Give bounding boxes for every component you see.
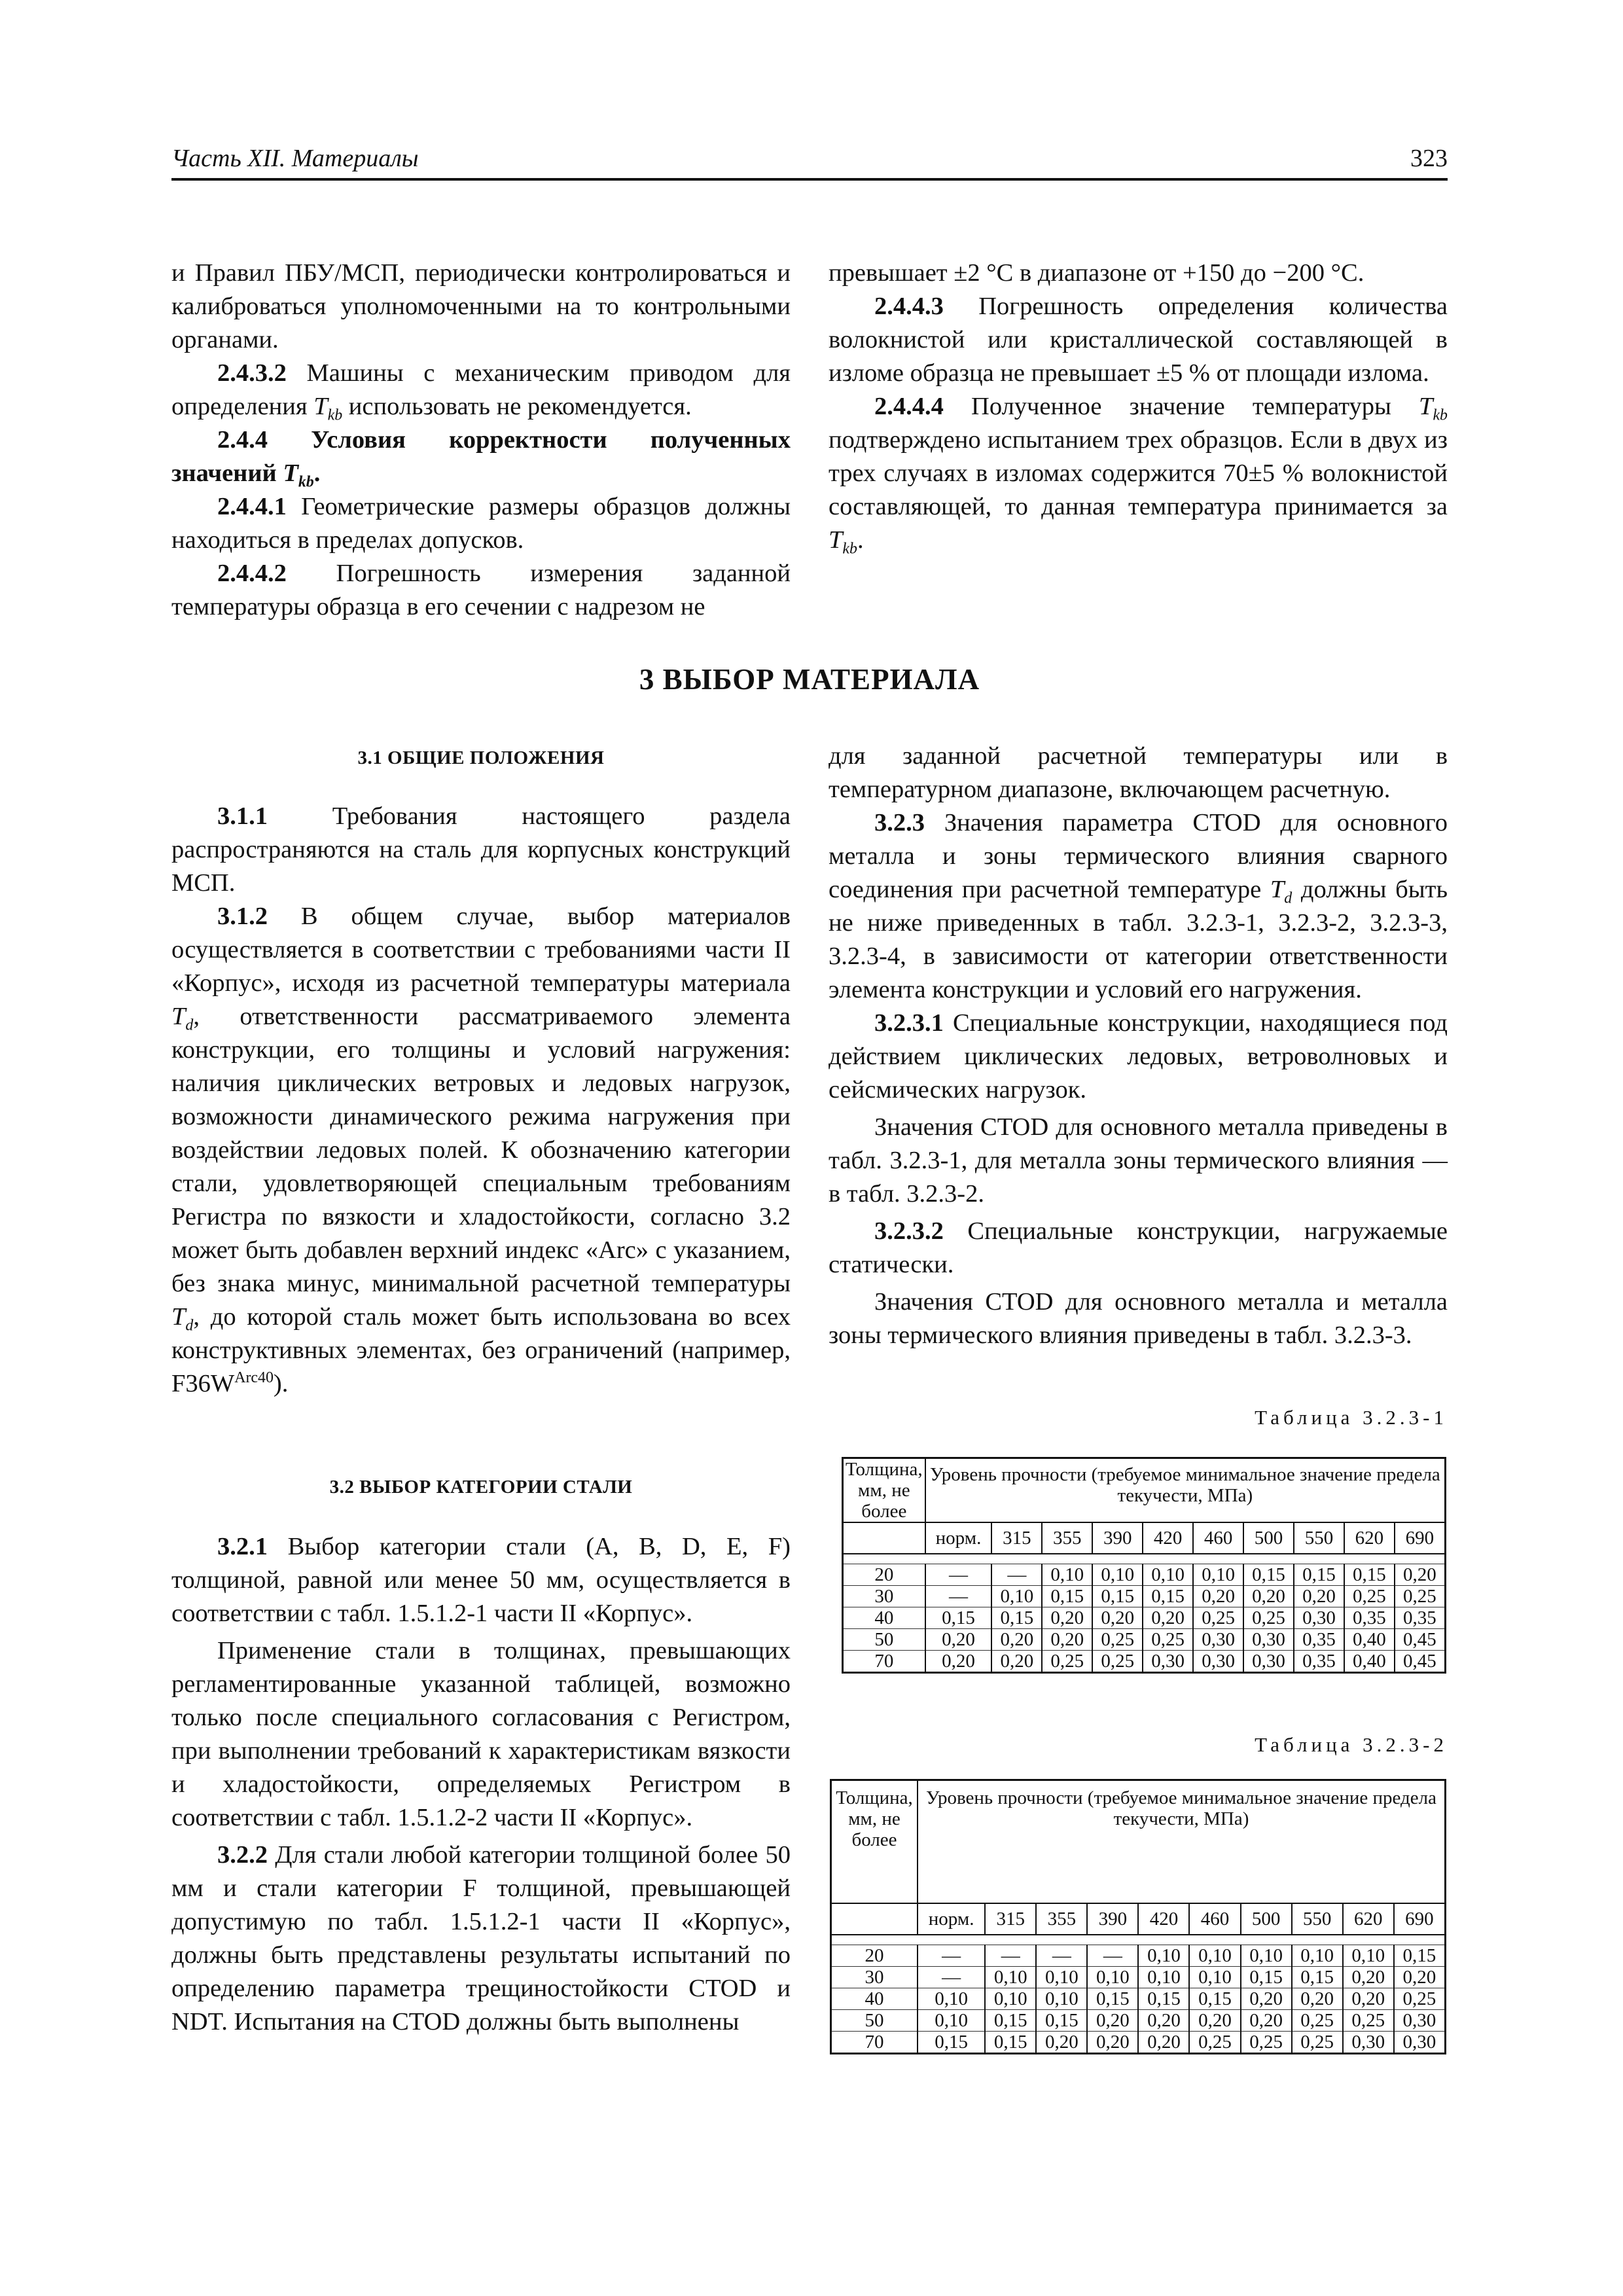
clause-number: 2.4.4.4 — [874, 393, 944, 420]
table-3-2-3-1 — [842, 1457, 1446, 1674]
value-cell: 0,10 — [1092, 1564, 1143, 1586]
value-cell: 0,20 — [991, 1629, 1042, 1651]
symbol-T: T — [283, 459, 298, 487]
value-cell: 0,20 — [1193, 1586, 1243, 1607]
paragraph-text: Полученное значение температуры — [943, 393, 1419, 420]
thickness-cell: 70 — [831, 2032, 918, 2054]
paragraph-text: ). — [273, 1370, 289, 1397]
table-row — [843, 1607, 1446, 1629]
value-cell: 0,25 — [1343, 2010, 1394, 2032]
value-cell: 0,10 — [1292, 1945, 1343, 1967]
value-cell: 0,20 — [925, 1651, 992, 1673]
value-cell: 0,20 — [1042, 1607, 1092, 1629]
value-cell: 0,15 — [1292, 1967, 1343, 1988]
value-cell: 0,10 — [1143, 1564, 1193, 1586]
paragraph-text: подтверждено испытанием трех образцов. Если в двух из трех случаях в изломах содержится 70±5 % волокнистой составляющей, то данная температура принимается за — [829, 426, 1448, 520]
value-cell: 0,15 — [925, 1607, 992, 1629]
column-header: 460 — [1189, 1903, 1240, 1935]
clause-number: 2.4.3.2 — [217, 359, 287, 387]
value-cell: — — [925, 1564, 992, 1586]
value-cell: 0,20 — [1343, 1967, 1394, 1988]
value-cell: 0,10 — [1087, 1967, 1138, 1988]
clause-number: 3.2.3.2 — [874, 1217, 944, 1245]
paragraph-text: , ответственности рассматриваемого элемента конструкции, его толщины и условий нагружения: наличия циклических ветровых и ледовых нагрузок, возможности динамического режима нагружения при воздействии ледовых полей. К обозначению категории стали, удовлетворяющей специальным требованиям Регистра по вязкости и хладостойкости, согласно 3.2 может быть добавлен верхний индекс «Arc» с указанием, без знака минус, минимальной расчетной температуры — [171, 1003, 791, 1297]
table-row — [831, 1988, 1446, 2010]
value-cell: 0,10 — [1343, 1945, 1394, 1967]
value-cell: 0,40 — [1344, 1629, 1395, 1651]
value-cell: 0,20 — [1343, 1988, 1394, 2010]
thickness-cell: 30 — [843, 1586, 925, 1607]
paragraph-text: В общем случае, выбор материалов осуществляется в соответствии с требованиями части II «Корпус», исходя из расчетной температуры материала — [171, 903, 791, 997]
value-cell: 0,10 — [1042, 1564, 1092, 1586]
value-cell: 0,25 — [1143, 1629, 1193, 1651]
thickness-cell: 40 — [831, 1988, 918, 2010]
paragraph-text: , до которой сталь может быть использована во всех конструктивных элементах, без ограничений (например, F36W — [171, 1303, 791, 1397]
table-gap-row — [843, 1554, 1446, 1564]
clause-number: 3.1.2 — [217, 903, 268, 930]
table-2-caption: Таблица 3.2.3-2 — [1255, 1733, 1448, 1756]
value-cell: — — [918, 1967, 985, 1988]
value-cell: 0,15 — [1394, 1945, 1446, 1967]
value-cell: 0,15 — [918, 2032, 985, 2054]
value-cell: — — [1087, 1945, 1138, 1967]
value-cell: 0,10 — [1189, 1945, 1240, 1967]
table-row — [843, 1651, 1446, 1673]
paragraph-3-2-3-1 — [829, 1007, 1448, 1107]
value-cell: 0,20 — [1036, 2032, 1087, 2054]
column-header: 315 — [991, 1522, 1042, 1554]
clause-number: 2.4.4 — [217, 426, 268, 454]
thickness-header: Толщина, мм, не более — [831, 1780, 918, 1904]
value-cell: 0,15 — [1243, 1564, 1294, 1586]
clause-number: 3.2.2 — [217, 1841, 268, 1869]
value-cell: 0,25 — [1394, 1988, 1446, 2010]
table-2-caption-wrap — [829, 1728, 1448, 1761]
value-cell: 0,45 — [1395, 1651, 1446, 1673]
table-row — [831, 1967, 1446, 1988]
thickness-cell: 40 — [843, 1607, 925, 1629]
value-cell: 0,30 — [1243, 1651, 1294, 1673]
value-cell: 0,10 — [1036, 1988, 1087, 2010]
value-cell: 0,25 — [1092, 1629, 1143, 1651]
column-header: 390 — [1092, 1522, 1143, 1554]
table-1-caption-wrap — [829, 1401, 1448, 1434]
top-right-column — [829, 257, 1448, 557]
value-cell: — — [918, 1945, 985, 1967]
paragraph-text: Погрешность измерения заданной температуры образца в его сечении с надрезом не — [171, 560, 791, 620]
column-header: 315 — [985, 1903, 1036, 1935]
subscript-kb: kb — [327, 406, 343, 424]
symbol-T: T — [1270, 876, 1285, 903]
left-column — [171, 745, 791, 2039]
value-cell: 0,30 — [1294, 1607, 1344, 1629]
chapter-title: 3 ВЫБОР МАТЕРИАЛА — [639, 663, 980, 696]
strength-header: Уровень прочности (требуемое минимальное значение предела текучести, МПа) — [925, 1458, 1446, 1523]
value-cell: 0,10 — [985, 1967, 1036, 1988]
value-cell: 0,20 — [1143, 1607, 1193, 1629]
value-cell: — — [925, 1586, 992, 1607]
strength-header: Уровень прочности (требуемое минимальное значение предела текучести, МПа) — [918, 1780, 1446, 1904]
value-cell: 0,10 — [1138, 1967, 1189, 1988]
clause-number: 2.4.4.3 — [874, 293, 944, 320]
value-cell: 0,20 — [1092, 1607, 1143, 1629]
value-cell: 0,10 — [1241, 1945, 1292, 1967]
value-cell: — — [991, 1564, 1042, 1586]
value-cell: 0,25 — [1395, 1586, 1446, 1607]
subscript-kb: kb — [1433, 406, 1448, 424]
value-cell: 0,35 — [1294, 1629, 1344, 1651]
table-1-caption: Таблица 3.2.3-1 — [1255, 1406, 1448, 1429]
column-header: 550 — [1292, 1903, 1343, 1935]
paragraph-continuation: для заданной расчетной температуры или в температурном диапазоне, включающем расчетную. — [829, 742, 1448, 803]
value-cell: 0,40 — [1344, 1651, 1395, 1673]
value-cell: 0,15 — [1092, 1586, 1143, 1607]
value-cell: 0,15 — [1344, 1564, 1395, 1586]
value-cell: 0,20 — [1087, 2032, 1138, 2054]
gap-cell — [843, 1554, 1446, 1564]
value-cell: 0,20 — [925, 1629, 992, 1651]
paragraph-3-1-1 — [171, 800, 791, 900]
value-cell: 0,20 — [1294, 1586, 1344, 1607]
table-row — [843, 1564, 1446, 1586]
clause-title: Условия корректности полученных значений — [171, 426, 791, 487]
paragraph-2-4-4-3 — [829, 290, 1448, 390]
value-cell: — — [985, 1945, 1036, 1967]
column-header: 500 — [1241, 1903, 1292, 1935]
value-cell: 0,15 — [1189, 1988, 1240, 2010]
value-cell: 0,30 — [1193, 1629, 1243, 1651]
value-cell: 0,20 — [1189, 2010, 1240, 2032]
paragraph-2-4-4 — [171, 423, 791, 490]
blank-cell — [831, 1903, 918, 1935]
header-title: Часть XII. Материалы — [171, 145, 419, 172]
paragraph-3-2-1-b: Применение стали в толщинах, превышающих регламентированные указанной таблицей, возможно только после специального согласования с Регистром, при выполнении требований к характеристикам вязкости и хладостойкости, определяемых Регистром в соответствии с табл. 1.5.1.2-2 части II «Корпус». — [171, 1637, 791, 1831]
paragraph-3-2-3-2 — [829, 1215, 1448, 1282]
paragraph-3-2-1 — [171, 1530, 791, 1630]
value-cell: 0,25 — [1092, 1651, 1143, 1673]
value-cell: 0,25 — [1292, 2010, 1343, 2032]
column-header: 355 — [1042, 1522, 1092, 1554]
paragraph-3-2-3 — [829, 806, 1448, 1007]
clause-number: 2.4.4.1 — [217, 493, 287, 520]
paragraph-continuation: и Правил ПБУ/МСП, периодически контролироваться и калиброваться уполномоченными на то контрольными органами. — [171, 259, 791, 353]
paragraph-3-2-3-2-b: Значения CTOD для основного металла и металла зоны термического влияния приведены в табл. 3.2.3-3. — [829, 1288, 1448, 1349]
value-cell: 0,20 — [991, 1651, 1042, 1673]
value-cell: 0,30 — [1243, 1629, 1294, 1651]
section-3-1-title: 3.1 ОБЩИЕ ПОЛОЖЕНИЯ — [357, 747, 605, 768]
clause-number: 2.4.4.2 — [217, 560, 287, 587]
value-cell: 0,25 — [1193, 1607, 1243, 1629]
value-cell: 0,20 — [1243, 1586, 1294, 1607]
value-cell: 0,15 — [1042, 1586, 1092, 1607]
table-units-row — [843, 1522, 1446, 1554]
top-left-column — [171, 257, 791, 624]
table-row — [843, 1586, 1446, 1607]
value-cell: 0,20 — [1394, 1967, 1446, 1988]
column-header: 620 — [1344, 1522, 1395, 1554]
thickness-cell: 50 — [831, 2010, 918, 2032]
paragraph-2-4-3-2 — [171, 357, 791, 423]
blank-cell — [843, 1522, 925, 1554]
paragraph-continuation: превышает ±2 °C в диапазоне от +150 до −200 °C. — [829, 259, 1364, 287]
paragraph-3-1-2 — [171, 900, 791, 1401]
value-cell: 0,20 — [1138, 2032, 1189, 2054]
column-header: норм. — [918, 1903, 985, 1935]
paragraph-text: Для стали любой категории толщиной более 50 мм и стали категории F толщиной, превышающей допустимую по табл. 1.5.1.2-1 части II «Корпус», должны быть представлены результаты испытаний по определению параметра трещиностойкости CTOD и NDT. Испытания на CTOD должны быть выполнены — [171, 1841, 791, 2036]
symbol-T: T — [1419, 393, 1433, 420]
value-cell: 0,45 — [1395, 1629, 1446, 1651]
right-column — [829, 740, 1448, 1352]
value-cell: 0,15 — [985, 2032, 1036, 2054]
value-cell: 0,25 — [1243, 1607, 1294, 1629]
paragraph-3-2-2 — [171, 1839, 791, 2039]
symbol-T: T — [171, 1303, 186, 1331]
paragraph-text: Специальные конструкции, нагружаемые статически. — [829, 1217, 1448, 1278]
table-3-2-3-2 — [830, 1779, 1446, 2054]
subscript-d: d — [1284, 889, 1293, 907]
value-cell: 0,15 — [1087, 1988, 1138, 2010]
column-header: 390 — [1087, 1903, 1138, 1935]
value-cell: 0,20 — [1241, 1988, 1292, 2010]
clause-number: 3.2.1 — [217, 1533, 268, 1560]
value-cell: 0,35 — [1344, 1607, 1395, 1629]
paragraph-text: Значения параметра CTOD для основного металла и зоны термического влияния сварного соединения при расчетной температуре — [829, 809, 1448, 903]
value-cell: 0,20 — [1395, 1564, 1446, 1586]
value-cell: 0,15 — [1036, 2010, 1087, 2032]
column-header: 460 — [1193, 1522, 1243, 1554]
paragraph-text: Специальные конструкции, находящиеся под действием циклических ледовых, ветроволновых и сейсмических нагрузок. — [829, 1009, 1448, 1103]
period: . — [857, 526, 864, 554]
value-cell: 0,20 — [1138, 2010, 1189, 2032]
page-number: 323 — [1410, 145, 1448, 172]
symbol-T: T — [313, 393, 328, 420]
column-header: 550 — [1294, 1522, 1344, 1554]
value-cell: 0,10 — [991, 1586, 1042, 1607]
value-cell: 0,15 — [1241, 1967, 1292, 1988]
value-cell: 0,15 — [1138, 1988, 1189, 2010]
column-header: 620 — [1343, 1903, 1394, 1935]
paragraph-text: должны быть не ниже приведенных в табл. 3.2.3-1, 3.2.3-2, 3.2.3-3, 3.2.3-4, в зависимости от категории ответственности элемента конструкции и условий его нагружения. — [829, 876, 1448, 1003]
paragraph-2-4-4-1 — [171, 490, 791, 557]
table-body — [843, 1564, 1446, 1673]
thickness-cell: 70 — [843, 1651, 925, 1673]
value-cell: 0,10 — [1138, 1945, 1189, 1967]
column-header: 500 — [1243, 1522, 1294, 1554]
column-header: 690 — [1394, 1903, 1446, 1935]
table-row — [831, 1945, 1446, 1967]
column-header: 420 — [1143, 1522, 1193, 1554]
value-cell: 0,20 — [1241, 2010, 1292, 2032]
paragraph-text: Погрешность определения количества волокнистой или кристаллической составляющей в изломе образца не превышает ±5 % от площади излома. — [829, 293, 1448, 387]
subscript-d: d — [185, 1016, 194, 1034]
value-cell: 0,30 — [1394, 2032, 1446, 2054]
paragraph-text: Выбор категории стали (A, B, D, E, F) толщиной, равной или менее 50 мм, осуществляется в соответствии с табл. 1.5.1.2-1 части II «Корпус». — [171, 1533, 791, 1627]
clause-number: 3.1.1 — [217, 802, 268, 830]
thickness-cell: 50 — [843, 1629, 925, 1651]
value-cell: — — [1036, 1945, 1087, 1967]
table-row — [831, 2032, 1446, 2054]
table-gap-row — [831, 1935, 1446, 1945]
value-cell: 0,30 — [1193, 1651, 1243, 1673]
table-units-row — [831, 1903, 1446, 1935]
value-cell: 0,20 — [1292, 1988, 1343, 2010]
paragraph-text: Геометрические размеры образцов должны находиться в пределах допусков. — [171, 493, 791, 554]
running-header — [171, 141, 1448, 181]
value-cell: 0,20 — [1087, 2010, 1138, 2032]
header-rule — [171, 178, 1448, 181]
value-cell: 0,10 — [918, 2010, 985, 2032]
value-cell: 0,35 — [1294, 1651, 1344, 1673]
gap-cell — [831, 1935, 1446, 1945]
thickness-cell: 20 — [843, 1564, 925, 1586]
thickness-header: Толщина, мм, не более — [843, 1458, 925, 1523]
subscript-kb: kb — [842, 540, 857, 558]
value-cell: 0,30 — [1143, 1651, 1193, 1673]
value-cell: 0,30 — [1394, 2010, 1446, 2032]
column-header: норм. — [925, 1522, 992, 1554]
value-cell: 0,15 — [1143, 1586, 1193, 1607]
value-cell: 0,10 — [1189, 1967, 1240, 1988]
value-cell: 0,25 — [1344, 1586, 1395, 1607]
table-row — [843, 1629, 1446, 1651]
paragraph-3-2-3-1-b: Значения CTOD для основного металла приведены в табл. 3.2.3-1, для металла зоны термического влияния — в табл. 3.2.3-2. — [829, 1113, 1448, 1208]
paragraph-2-4-4-2 — [171, 557, 791, 624]
value-cell: 0,25 — [1292, 2032, 1343, 2054]
paragraph-text: использовать не рекомендуется. — [342, 393, 692, 420]
table-row — [831, 2010, 1446, 2032]
paragraph-text: Машины с механическим приводом для определения — [171, 359, 791, 420]
column-header: 420 — [1138, 1903, 1189, 1935]
paragraph-2-4-4-4 — [829, 390, 1448, 557]
value-cell: 0,35 — [1395, 1607, 1446, 1629]
value-cell: 0,25 — [1042, 1651, 1092, 1673]
value-cell: 0,20 — [1042, 1629, 1092, 1651]
symbol-T: T — [171, 1003, 186, 1030]
column-header: 355 — [1036, 1903, 1087, 1935]
clause-number: 3.2.3.1 — [874, 1009, 944, 1037]
value-cell: 0,10 — [918, 1988, 985, 2010]
table-body — [831, 1945, 1446, 2054]
section-3-2-title: 3.2 ВЫБОР КАТЕГОРИИ СТАЛИ — [329, 1477, 633, 1498]
clause-number: 3.2.3 — [874, 809, 925, 836]
value-cell: 0,15 — [1294, 1564, 1344, 1586]
value-cell: 0,25 — [1241, 2032, 1292, 2054]
value-cell: 0,10 — [985, 1988, 1036, 2010]
value-cell: 0,25 — [1189, 2032, 1240, 2054]
symbol-T: T — [829, 526, 843, 554]
value-cell: 0,10 — [1193, 1564, 1243, 1586]
value-cell: 0,15 — [985, 2010, 1036, 2032]
subscript-kb: kb — [298, 473, 314, 491]
value-cell: 0,10 — [1036, 1967, 1087, 1988]
value-cell: 0,30 — [1343, 2032, 1394, 2054]
period: . — [313, 459, 321, 487]
value-cell: 0,15 — [991, 1607, 1042, 1629]
paragraph-text: Требования настоящего раздела распространяются на сталь для корпусных конструкций МСП. — [171, 802, 791, 897]
superscript-arc40: Arc40 — [234, 1369, 274, 1387]
subscript-d: d — [185, 1317, 194, 1335]
thickness-cell: 20 — [831, 1945, 918, 1967]
thickness-cell: 30 — [831, 1967, 918, 1988]
column-header: 690 — [1395, 1522, 1446, 1554]
